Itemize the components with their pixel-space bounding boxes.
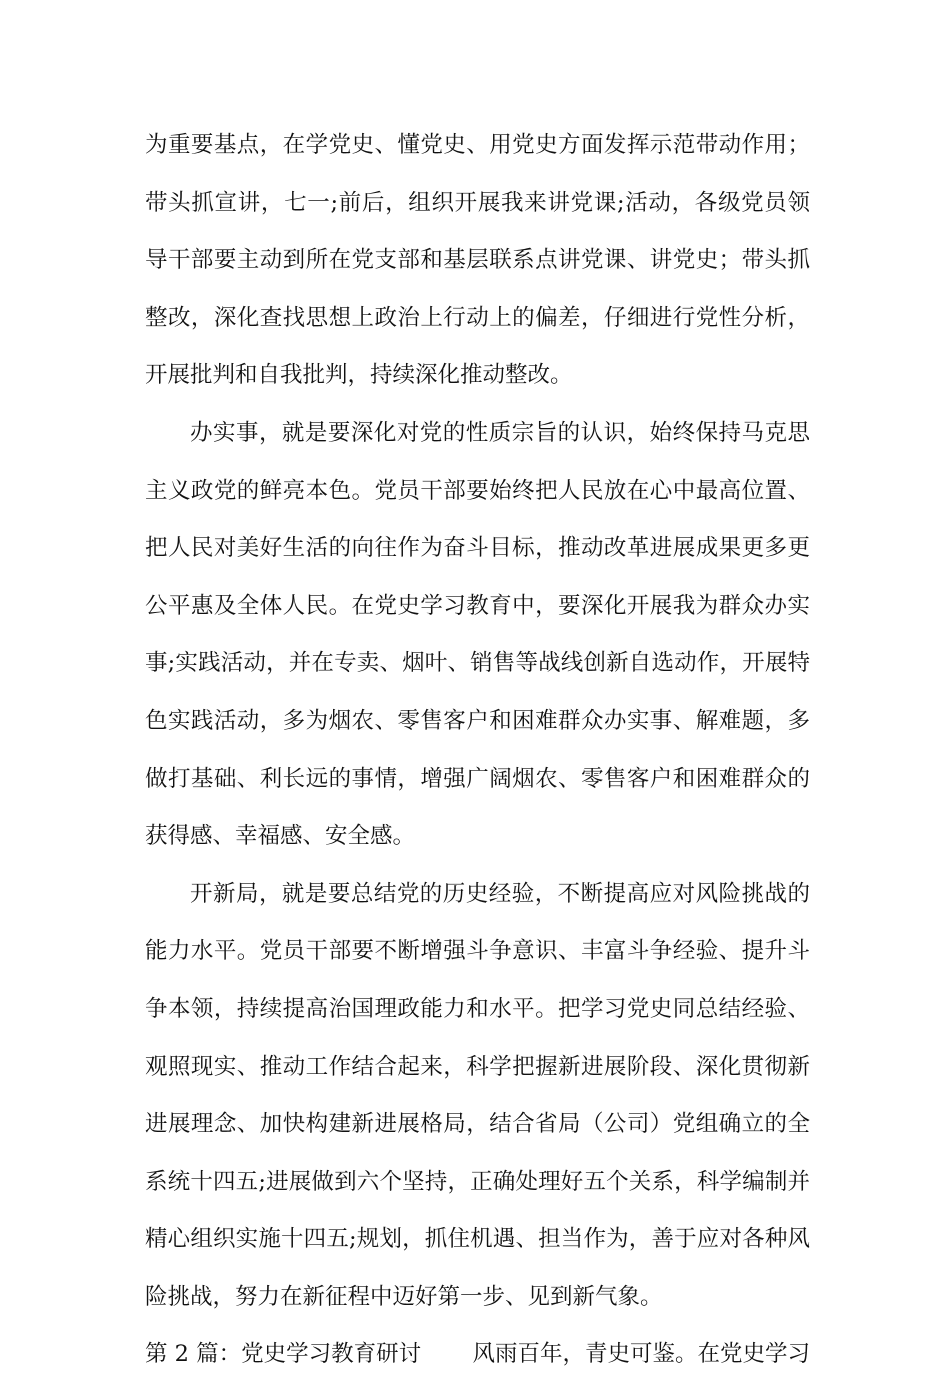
- paragraph-line: 系统十四五;进展做到六个坚持，正确处理好五个关系，科学编制并: [145, 1168, 810, 1195]
- paragraph-line: 险挑战，努力在新征程中迈好第一步、见到新气象。: [145, 1283, 663, 1310]
- paragraph-line: 导干部要主动到所在党支部和基层联系点讲党课、讲党史；带头抓: [145, 247, 810, 274]
- paragraph-line: 争本领，持续提高治国理政能力和水平。把学习党史同总结经验、: [145, 995, 810, 1022]
- paragraph-line: 色实践活动，多为烟农、零售客户和困难群众办实事、解难题，多: [145, 707, 810, 734]
- paragraph-line: 带头抓宣讲，七一;前后，组织开展我来讲党课;活动，各级党员领: [145, 189, 810, 216]
- paragraph-2: [145, 417, 810, 878]
- paragraph-line: 能力水平。党员干部要不断增强斗争意识、丰富斗争经验、提升斗: [145, 938, 810, 965]
- paragraph-line: 开展批判和自我批判，持续深化推动整改。: [145, 362, 573, 389]
- paragraph-3: [145, 878, 810, 1339]
- paragraph-line: 为重要基点，在学党史、懂党史、用党史方面发挥示范带动作用；: [145, 132, 810, 158]
- paragraph-line: 进展理念、加快构建新进展格局，结合省局（公司）党组确立的全: [145, 1111, 810, 1138]
- paragraph-line: 公平惠及全体人民。在党史学习教育中，要深化开展我为群众办实: [145, 592, 810, 619]
- section-lead-text: 风雨百年，青史可鉴。在党史学习: [472, 1341, 810, 1368]
- document-body: [145, 129, 810, 1396]
- paragraph-line: 做打基础、利长远的事情，增强广阔烟农、零售客户和困难群众的: [145, 765, 810, 792]
- paragraph-line: 整改，深化查找思想上政治上行动上的偏差，仔细进行党性分析，: [145, 304, 810, 331]
- paragraph-line: 主义政党的鲜亮本色。党员干部要始终把人民放在心中最高位置、: [145, 477, 810, 504]
- paragraph-line: 事;实践活动，并在专卖、烟叶、销售等战线创新自选动作，开展特: [145, 650, 810, 677]
- paragraph-1: [145, 129, 810, 417]
- section-title: 第 2 篇：党史学习教育研讨: [145, 1341, 422, 1368]
- heading-spacer: [421, 1338, 472, 1396]
- paragraph-line: 办实事，就是要深化对党的性质宗旨的认识，始终保持马克思: [190, 419, 810, 446]
- paragraph-line: 开新局，就是要总结党的历史经验，不断提高应对风险挑战的: [190, 880, 810, 907]
- paragraph-line: 精心组织实施十四五;规划，抓住机遇、担当作为，善于应对各种风: [145, 1226, 810, 1253]
- paragraph-line: 把人民对美好生活的向往作为奋斗目标，推动改革进展成果更多更: [145, 535, 810, 562]
- section-heading: [145, 1338, 810, 1396]
- paragraph-line: 获得感、幸福感、安全感。: [145, 823, 416, 850]
- paragraph-line: 观照现实、推动工作结合起来，科学把握新进展阶段、深化贯彻新: [145, 1053, 810, 1080]
